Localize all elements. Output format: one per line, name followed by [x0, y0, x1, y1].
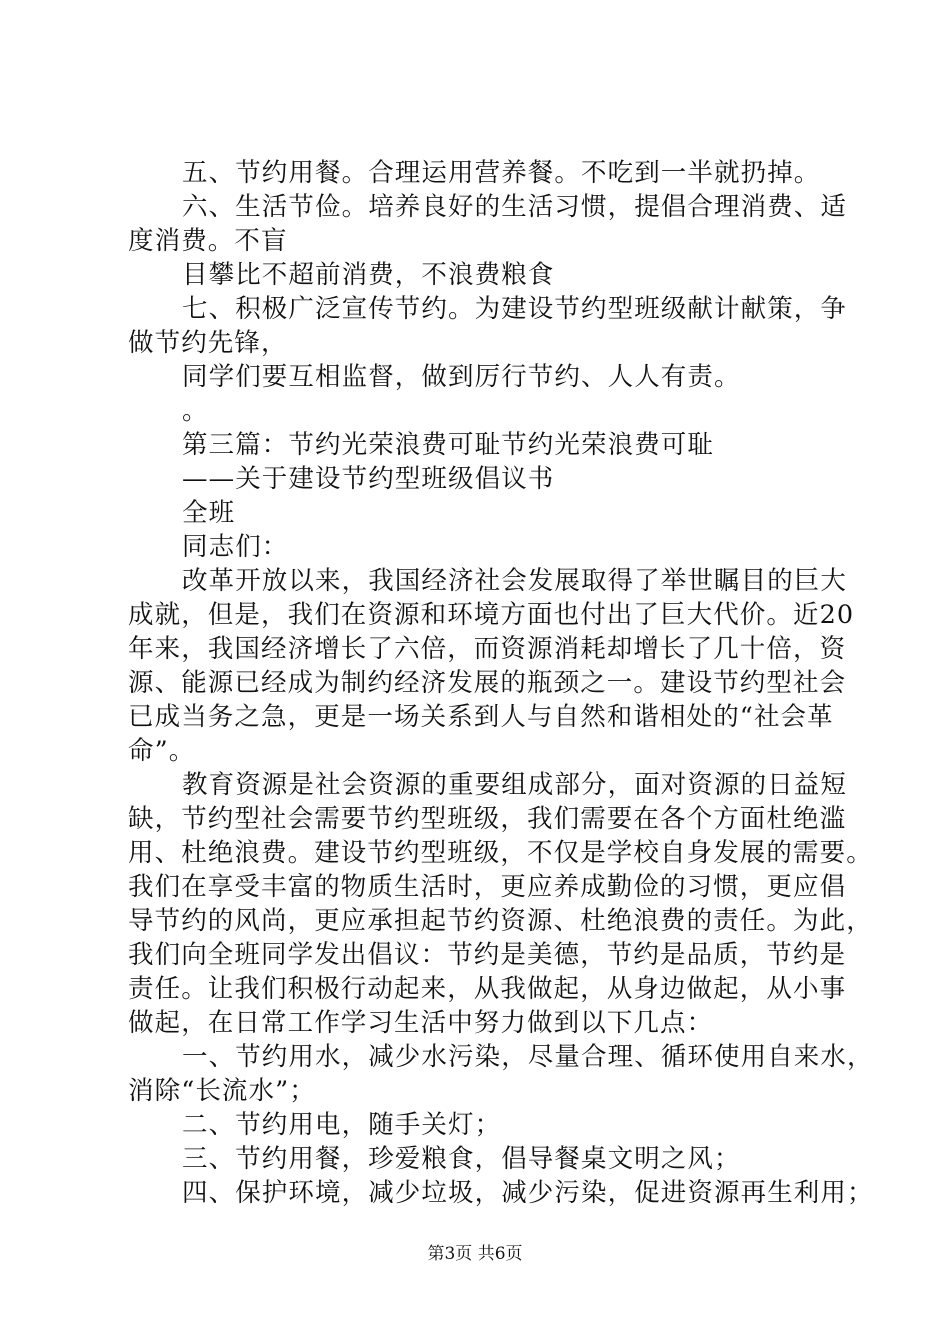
- text-line: 我们在享受丰富的物质生活时，更应养成勤俭的习惯，更应倡: [128, 872, 847, 902]
- text-line: 源、能源已经成为制约经济发展的瓶颈之一。建设节约型社会: [128, 668, 847, 698]
- section-subheading: ——关于建设节约型班级倡议书: [182, 464, 555, 494]
- text-line: 改革开放以来，我国经济社会发展取得了举世瞩目的巨大: [182, 566, 848, 596]
- text-line: 七、积极广泛宣传节约。为建设节约型班级献计献策，争: [182, 294, 848, 324]
- text-line: 用、杜绝浪费。建设节约型班级，不仅是学校自身发展的需要。: [128, 838, 873, 868]
- text-line: 四、保护环境，减少垃圾，减少污染，促进资源再生利用；: [182, 1178, 874, 1208]
- text-line: 六、生活节俭。培养良好的生活习惯，提倡合理消费、适: [182, 192, 848, 222]
- text-line: 目攀比不超前消费，不浪费粮食: [182, 260, 555, 290]
- text-line: 教育资源是社会资源的重要组成部分，面对资源的日益短: [182, 770, 848, 800]
- text-line: 成就，但是，我们在资源和环境方面也付出了巨大代价。近20: [128, 600, 855, 630]
- text-line: 已成当务之急，更是一场关系到人与自然和谐相处的“社会革: [128, 702, 834, 732]
- section-heading: 第三篇：节约光荣浪费可耻节约光荣浪费可耻: [182, 430, 715, 460]
- text-line: 我们向全班同学发出倡议：节约是美德，节约是品质，节约是: [128, 940, 847, 970]
- text-line: 。: [182, 396, 209, 426]
- text-line: 命”。: [128, 736, 196, 766]
- text-line: 全班: [182, 498, 236, 528]
- text-line: 度消费。不盲: [128, 226, 288, 256]
- text-line: 同学们要互相监督，做到厉行节约、人人有责。: [182, 362, 741, 392]
- text-line: 做起，在日常工作学习生活中努力做到以下几点：: [128, 1008, 714, 1038]
- salutation: 同志们：: [182, 532, 289, 562]
- text-line: 五、节约用餐。合理运用营养餐。不吃到一半就扔掉。: [182, 158, 821, 188]
- text-line: 三、节约用餐，珍爱粮食，倡导餐桌文明之风；: [182, 1144, 741, 1174]
- text-line: 消除“长流水”；: [128, 1076, 316, 1106]
- text-line: 年来，我国经济增长了六倍，而资源消耗却增长了几十倍，资: [128, 634, 847, 664]
- page-number-footer: 第3页 共6页: [427, 1244, 523, 1264]
- text-line: 二、节约用电，随手关灯；: [182, 1110, 502, 1140]
- text-line: 一、节约用水，减少水污染，尽量合理、循环使用自来水，: [182, 1042, 874, 1072]
- text-line: 做节约先锋，: [128, 328, 288, 358]
- text-line: 责任。让我们积极行动起来，从我做起，从身边做起，从小事: [128, 974, 847, 1004]
- text-line: 缺，节约型社会需要节约型班级，我们需要在各个方面杜绝滥: [128, 804, 847, 834]
- text-line: 导节约的风尚，更应承担起节约资源、杜绝浪费的责任。为此，: [128, 906, 873, 936]
